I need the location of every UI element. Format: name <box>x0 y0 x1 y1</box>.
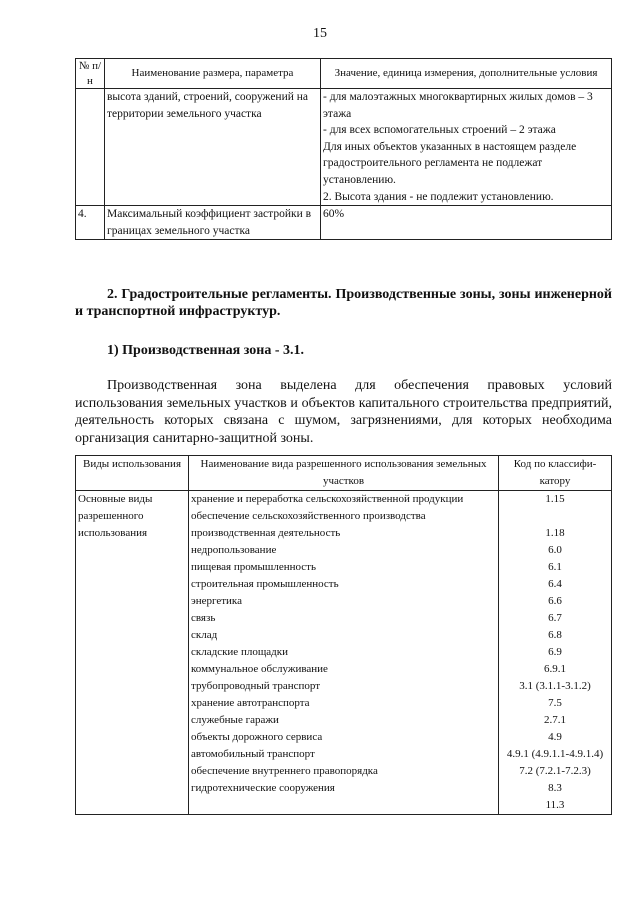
use-code: 2.7.1 <box>544 714 566 726</box>
use-name: коммунальное обслуживание <box>191 663 328 675</box>
use-code: 4.9.1 (4.9.1.1-4.9.1.4) <box>506 748 604 760</box>
use-name: гидротехнические сооружения <box>191 782 335 794</box>
use-name: строительная промышленность <box>191 578 339 590</box>
use-names <box>189 491 499 815</box>
use-code: 4.9 <box>548 731 562 743</box>
use-code: 1.15 <box>545 493 565 505</box>
permitted-uses-table <box>75 455 612 815</box>
use-name: трубопроводный транспорт <box>191 680 321 692</box>
permitted-uses-header <box>76 456 612 491</box>
value-line: - для малоэтажных многоквартирных жилых домов – 3 этажа <box>323 91 593 120</box>
use-code: 6.6 <box>548 595 562 607</box>
use-codes <box>499 491 612 815</box>
use-name: энергетика <box>191 595 242 607</box>
row-value <box>321 89 612 206</box>
header-parameter: Наименование размера, параметра <box>105 59 321 89</box>
header-kind: Виды использования <box>76 456 189 491</box>
use-code: 1.18 <box>545 527 565 539</box>
value-line: Для иных объектов указанных в настоящем разделе градостроительного регламента не подлежат установлению. <box>323 140 577 186</box>
header-code: Код по классифи-катору <box>499 456 612 491</box>
row-value <box>321 206 612 240</box>
value-line: - для всех вспомогательных строений – 2 этажа <box>323 124 556 137</box>
use-code: 6.9 <box>548 646 562 658</box>
use-code: 6.4 <box>548 578 562 590</box>
use-name: обеспечение сельскохозяйственного производства <box>191 510 426 522</box>
use-code: 6.7 <box>548 612 562 624</box>
use-code: 6.9.1 <box>544 663 566 675</box>
use-name: пищевая промышленность <box>191 561 316 573</box>
use-code: 8.3 <box>548 782 562 794</box>
table-row <box>76 491 612 815</box>
use-code: 6.8 <box>548 629 562 641</box>
intro-paragraph: Производственная зона выделена для обеспечения правовых условий использования земельных участков и объектов капитального строительства предприятий, деятельность которых связана с шумом, загрязнениями, для которых необходима организация санитарно-защитной зоны. <box>75 378 612 446</box>
row-parameter: высота зданий, строений, сооружений на территории земельного участка <box>105 89 321 206</box>
use-name: производственная деятельность <box>191 527 341 539</box>
use-code: 6.1 <box>548 561 562 573</box>
table-row <box>76 206 612 240</box>
use-kind: Основные виды разрешенного использования <box>76 491 189 815</box>
header-use-name: Наименование вида разрешенного использования земельных участков <box>189 456 499 491</box>
use-name: склад <box>191 629 218 641</box>
parameters-table-header <box>76 59 612 89</box>
use-name: хранение автотранспорта <box>191 697 310 709</box>
use-name: объекты дорожного сервиса <box>191 731 323 743</box>
section-heading: 2. Градостроительные регламенты. Производственные зоны, зоны инженерной и транспортной инфраструктур. <box>75 287 612 319</box>
row-parameter: Максимальный коэффициент застройки в границах земельного участка <box>105 206 321 240</box>
use-name: связь <box>191 612 216 624</box>
header-number: № п/н <box>76 59 105 89</box>
use-code: 7.5 <box>548 697 562 709</box>
row-number <box>76 89 105 206</box>
use-name: служебные гаражи <box>191 714 279 726</box>
use-name: недропользование <box>191 544 277 556</box>
parameters-table <box>75 58 612 240</box>
use-name: обеспечение внутреннего правопорядка <box>191 765 378 777</box>
value-line: 60% <box>323 208 345 221</box>
header-value: Значение, единица измерения, дополнительные условия <box>321 59 612 89</box>
value-line: 2. Высота здания - не подлежит установлению. <box>323 190 554 203</box>
use-name: хранение и переработка сельскохозяйственной продукции <box>191 493 464 505</box>
table-row <box>76 89 612 206</box>
use-code: 3.1 (3.1.1-3.1.2) <box>519 680 591 692</box>
use-name: складские площадки <box>191 646 288 658</box>
use-code: 6.0 <box>548 544 562 556</box>
use-code: 11.3 <box>545 799 565 811</box>
use-code: 7.2 (7.2.1-7.2.3) <box>519 765 591 777</box>
row-number: 4. <box>76 206 105 240</box>
use-name: автомобильный транспорт <box>191 748 315 760</box>
page-number: 15 <box>313 26 327 41</box>
zone-heading: 1) Производственная зона - 3.1. <box>107 343 305 358</box>
